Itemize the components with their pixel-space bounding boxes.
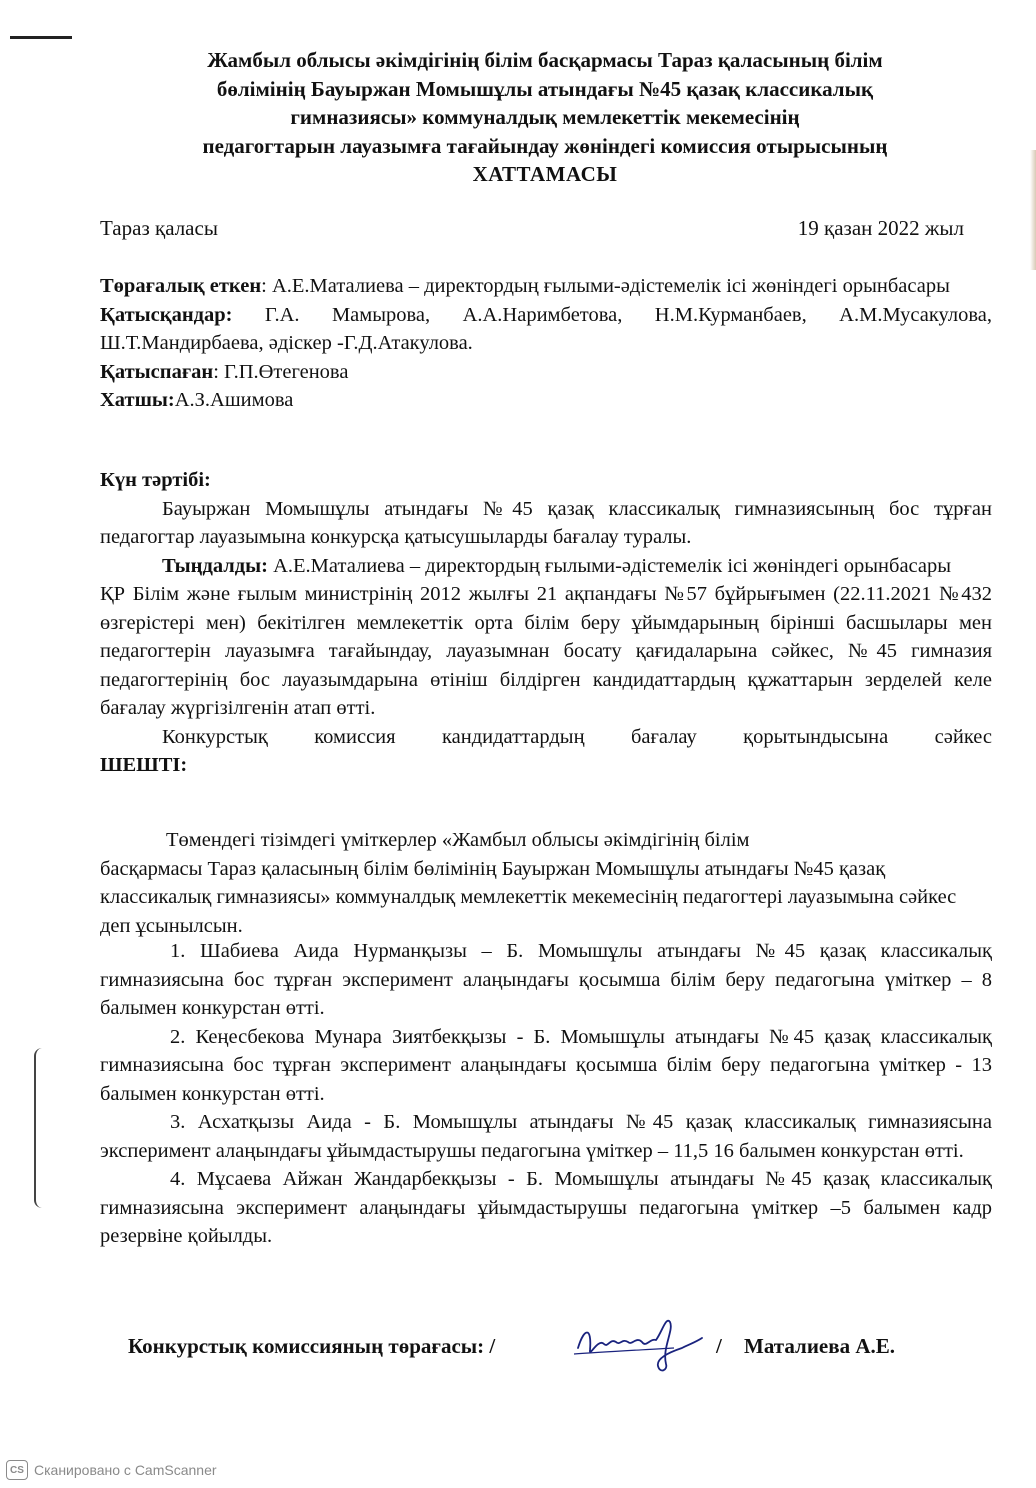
present-text: Г.А. Мамырова, А.А.Наримбетова, Н.М.Курманбаев, А.М.Мусакулова, Ш.Т.Мандирбаева, әдіскер -Г.Д.Атакулова. xyxy=(100,303,992,354)
header-line: Жамбыл облысы әкімдігінің білім басқармасы Тараз қаласының білім xyxy=(207,48,883,72)
agenda-conclusion: Конкурстық комиссия кандидаттардың бағалау қорытындысына сәйкес xyxy=(162,725,992,748)
present-paragraph xyxy=(100,301,992,358)
list-item: 4. Мұсаева Айжан Жандарбекқызы - Б. Момышұлы атындағы №45 қазақ классикалық гимназиясына эксперимент алаңындағы ұйымдастырушы педагогына үміткер –5 балымен кадр резервіне қойылды. xyxy=(100,1168,992,1247)
absent-paragraph xyxy=(100,358,992,387)
camscanner-logo-icon: CS xyxy=(6,1460,28,1480)
watermark-text: Сканировано с CamScanner xyxy=(34,1462,217,1478)
chair-text: : А.Е.Маталиева – директордың ғылыми-әдістемелік ісі жөніндегі орынбасары xyxy=(261,275,950,297)
document-header xyxy=(100,46,990,189)
decision-heading: ШЕШТІ: xyxy=(100,754,188,776)
signature-label: Конкурстық комиссияның төрағасы: / xyxy=(128,1334,496,1358)
agenda-text: Бауыржан Момышұлы атындағы №45 қазақ классикалық гимназиясының бос тұрған педагогтар лауазымына конкурсқа қатысушыларды бағалау туралы. xyxy=(100,497,992,548)
attendance-section xyxy=(100,272,992,415)
signature-slash: / xyxy=(716,1334,722,1358)
signatory-name: Маталиева А.Е. xyxy=(744,1334,895,1358)
decision-intro-line-2: басқармасы Тараз қаласының білім бөлімінің Бауыржан Момышұлы атындағы №45 қазақ классикалық гимназиясы» коммуналдық мемлекеттік мекемесінің педагогтері лауазымына сәйкес деп ұсынылсын. xyxy=(100,857,957,937)
list-item: 3. Асхатқызы Аида - Б. Момышұлы атындағы №45 қазақ классикалық гимназиясына эксперимент алаңындағы ұйымдастырушы педагогына үміткер – 11,5 16 балымен конкурстан өтті. xyxy=(100,1111,992,1162)
agenda-body: ҚР Білім және ғылым министрінің 2012 жылғы 21 ақпандағы №57 бұйрығымен (22.11.2021 №432 өзгерістері мен) бекітілген мемлекеттік орта білім беру ұйымдарының бірінші басшылары мен педагогтерін лауазымға тағайындау, лауазымнан босату қағидаларына сәйкес, №45 гимназия педагогтерінің бос лауазымдарына өтініш білдірген кандидаттардың құжаттарын зерделей келе бағалау жүргізілгенін атап өтті. xyxy=(100,583,992,719)
present-label: Қатысқандар: xyxy=(100,303,233,326)
decision-intro xyxy=(100,826,980,940)
scan-mark xyxy=(10,36,72,39)
decision-intro-line-1: Төмендегі тізімдегі үміткерлер «Жамбыл облысы әкімдігінің білім xyxy=(166,829,750,851)
agenda-heading: Күн тәртібі: xyxy=(100,469,211,491)
handwritten-signature xyxy=(570,1308,710,1378)
secretary-paragraph xyxy=(100,386,992,415)
margin-bracket-mark xyxy=(34,1048,44,1208)
date: 19 қазан 2022 жыл xyxy=(797,216,964,240)
list-item: 1. Шабиева Аида Нурманқызы – Б. Момышұлы атындағы №45 қазақ классикалық гимназиясына бос тұрған эксперимент алаңындағы қосымша білім беру педагогына үміткер – 8 балымен конкурстан өтті. xyxy=(100,940,992,1019)
chair-label: Төрағалық еткен xyxy=(100,275,262,297)
scanner-watermark xyxy=(6,1460,217,1480)
list-item: 2. Кеңесбекова Мунара Зиятбекқызы - Б. Момышұлы атындағы №45 қазақ классикалық гимназиясына бос тұрған эксперимент алаңындағы қосымша білім беру педагогына үміткер - 13 балымен конкурстан өтті. xyxy=(100,1025,992,1105)
place: Тараз қаласы xyxy=(100,216,218,240)
page-edge-shadow xyxy=(1030,150,1036,270)
secretary-text: А.З.Ашимова xyxy=(174,389,294,411)
heard-text: А.Е.Маталиева – директордың ғылыми-әдістемелік ісі жөніндегі орынбасары xyxy=(267,554,952,577)
heard-label: Тыңдалды: xyxy=(162,554,268,577)
heard-paragraph xyxy=(100,552,992,581)
decision-list xyxy=(100,937,992,1251)
absent-text: : Г.П.Өтегенова xyxy=(213,360,349,383)
secretary-label: Хатшы: xyxy=(100,389,175,411)
header-line: бөлімінің Бауыржан Момышұлы атындағы №45 қазақ классикалық xyxy=(216,76,874,101)
absent-label: Қатыспаған xyxy=(100,360,214,383)
header-line: гимназиясы» коммуналдық мемлекеттік мекемесінің xyxy=(290,105,800,129)
document-title: ХАТТАМАСЫ xyxy=(472,162,618,186)
chair-paragraph xyxy=(100,272,992,301)
agenda-section xyxy=(100,466,992,780)
header-line: педагогтарын лауазымға тағайындау жөніндегі комиссия отырысының xyxy=(202,133,888,158)
